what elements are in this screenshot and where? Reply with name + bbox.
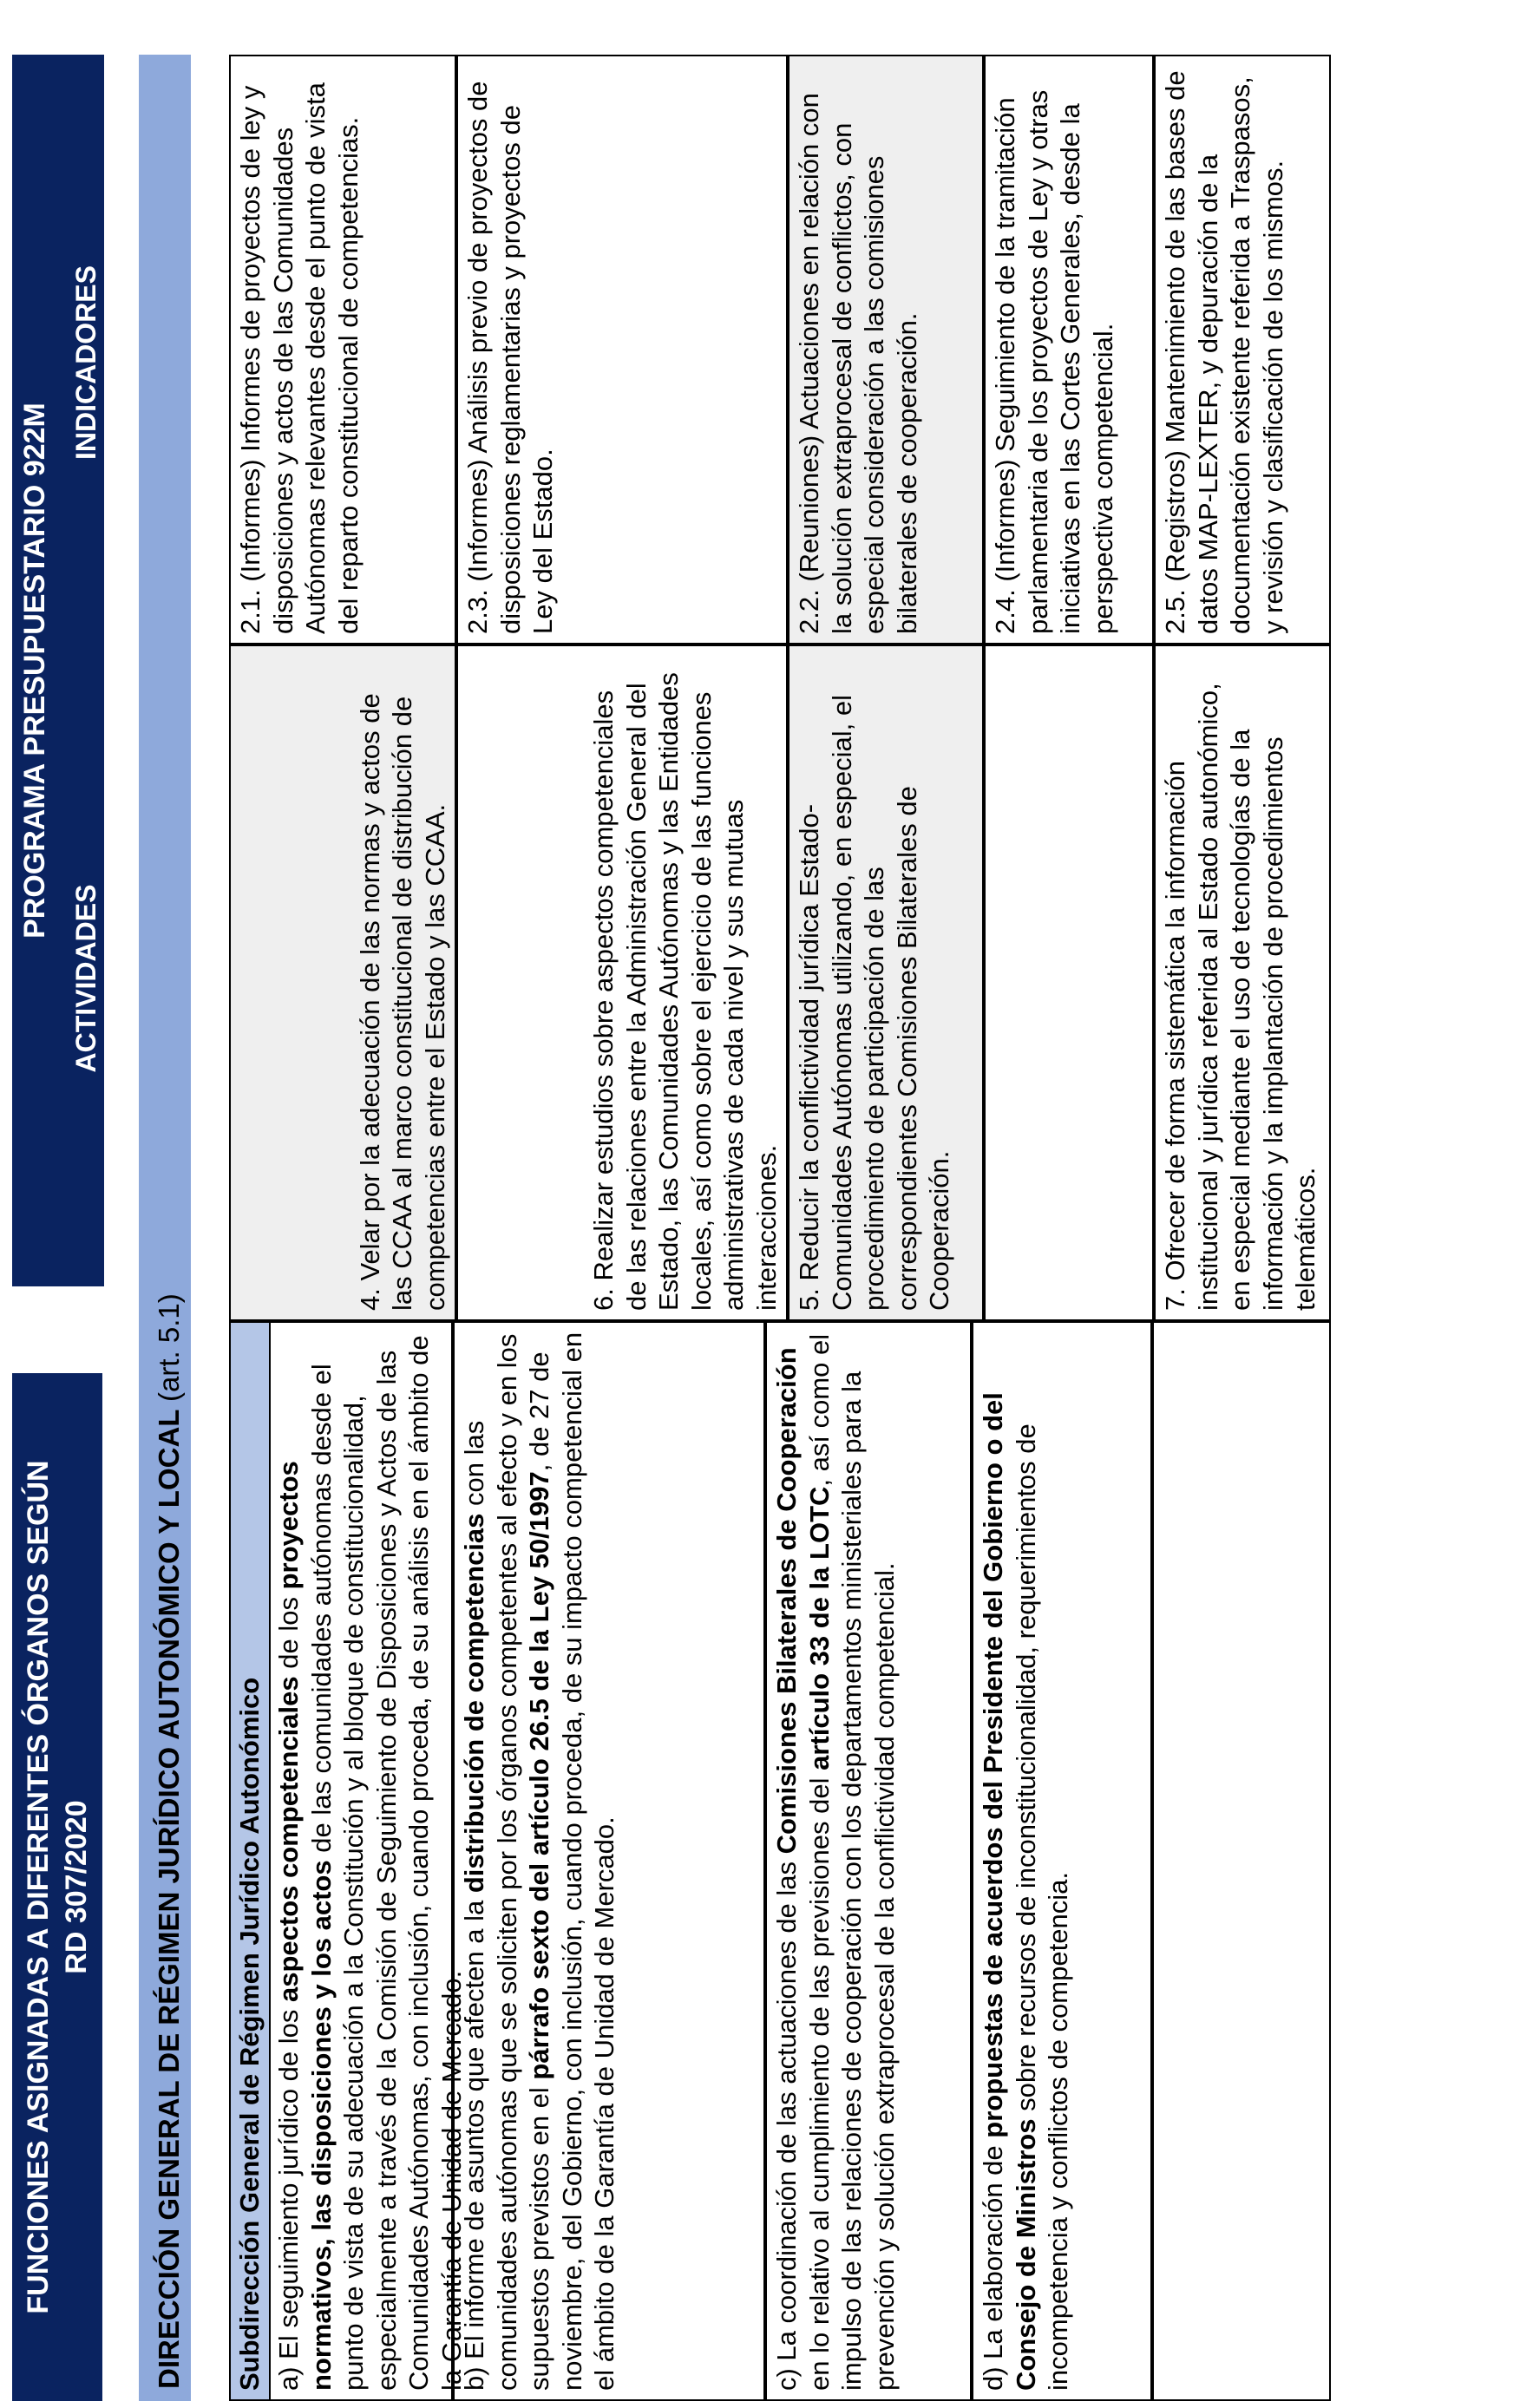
indicator-2-4-text: 2.4. (Informes) Seguimiento de la tramitación parlamentaria de los proyectos de Ley y otras iniciativas en las Cortes Generales, desde la perspectiva competencial. (990, 89, 1118, 634)
direction-name: DIRECCIÓN GENERAL DE RÉGIMEN JURÍDICO AUTONÓMICO Y LOCAL (153, 1410, 185, 2389)
indicator-2-2-cell (788, 55, 984, 645)
activities-header (68, 671, 104, 1286)
indicator-2-5-cell (1154, 55, 1331, 645)
function-a-cell (229, 1321, 467, 2401)
function-c-cell (765, 1321, 972, 2401)
function-empty-cell (1152, 1321, 1331, 2401)
indicators-header (68, 55, 104, 671)
indicator-2-4-cell (984, 55, 1154, 645)
program-title: PROGRAMA PRESUPUESTARIO 922M (18, 402, 51, 939)
indicator-2-1-text: 2.1. (Informes) Informes de proyectos de ley y disposiciones y actos de las Comunidades Autónomas relevantes desde el punto de vista del reparto constitucional de competencias. (235, 82, 364, 634)
function-b-text: b) El informe de asuntos que afecten a la distribución de competencias con las comunidades autónomas que se soliciten por los órganos competentes al efecto y en los supuestos previstos en el párrafo sexto del artículo 26.5 de la Ley 50/1997, de 27 de noviembre, del Gobierno, con inclusión, cuando proceda, de su impacto competencial en el ámbito de la Garantía de Unidad de Mercado. (459, 1332, 619, 2391)
functions-header (12, 1373, 102, 2401)
function-d-cell (972, 1321, 1152, 2401)
indicators-header-label: INDICADORES (70, 265, 102, 461)
activity-7-cell (1154, 645, 1331, 1321)
direction-title (152, 654, 190, 2389)
function-a-text: a) El seguimiento jurídico de los aspectos competenciales de los proyectos normativos, las disposiciones y los actos de las comunidades autónomas desde el punto de vista de su adecuación a la Constitución y al bloque de constitucionalidad, especialmente a través de la Comisión de Seguimiento de Disposiciones y Actos de las Comunidades Autónomas, con inclusión, cuando proceda, de su análisis en el ámbito de la Garantía de Unidad de Mercado. (273, 1335, 467, 2391)
subdirection-title: Subdirección General de Régimen Jurídico Autonómico (231, 1323, 271, 2399)
activities-header-label: ACTIVIDADES (70, 884, 102, 1073)
indicator-2-1-cell (229, 55, 456, 645)
indicator-2-3-cell (456, 55, 788, 645)
activity-empty-cell (984, 645, 1154, 1321)
functions-header-line1: FUNCIONES ASIGNADAS A DIFERENTES ÓRGANOS SEGÚN (22, 1460, 55, 2314)
activity-4-cell (229, 645, 456, 1321)
indicator-2-3-text: 2.3. (Informes) Análisis previo de proyectos de disposiciones reglamentarias y proyectos de Ley del Estado. (462, 81, 558, 634)
activity-6-cell (456, 645, 788, 1321)
function-b-cell (453, 1321, 765, 2401)
indicator-2-5-text: 2.5. (Registros) Mantenimiento de las bases de datos MAP-LEXTER, y depuración de la documentación existente referida a Traspasos, y revisión y clasificación de los mismos. (1160, 70, 1288, 634)
activity-4-text: 4. Velar por la adecuación de las normas y actos de las CCAA al marco constitucional de distribución de competencias entre el Estado y las CCAA. (354, 693, 450, 1311)
header-stripe (57, 55, 68, 1286)
function-c-text: c) La coordinación de las actuaciones de las Comisiones Bilaterales de Cooperación en lo relativo al cumplimiento de las previsiones del artículo 33 de la LOTC, así como el impulso de las relaciones de cooperación con los departamentos ministeriales para la prevención y solución extraprocesal de la conflictividad competencial. (771, 1333, 900, 2391)
function-d-text: d) La elaboración de propuestas de acuerdos del Presidente del Gobierno o del Consejo de Ministros sobre recursos de inconstitucionalidad, requerimientos de incompetencia y conflictos de competencia. (978, 1392, 1073, 2391)
activity-6-text: 6. Realizar estudios sobre aspectos competenciales de las relaciones entre la Administración General del Estado, las Comunidades Autónomas y las Entidades locales, así como sobre el ejercicio de las funciones administrativas de cada nivel y sus mutuas interacciones. (588, 672, 782, 1311)
activity-5-cell (788, 645, 984, 1321)
indicator-2-2-text: 2.2. (Reuniones) Actuaciones en relación con la solución extraprocesal de conflictos, con especial consideración a las comisiones bilaterales de cooperación. (794, 93, 922, 634)
activity-5-text: 5. Reducir la conflictividad jurídica Estado-Comunidades Autónomas utilizando, en especial, el procedimiento de participación de las correspondientes Comisiones Bilaterales de Cooperación. (794, 694, 954, 1311)
program-header (12, 55, 57, 1286)
activity-7-text: 7. Ofrecer de forma sistemática la información institucional y jurídica referida al Estado autonómico, en especial mediante el uso de tecnologías de la información y la implantación de procedimientos telemáticos. (1160, 683, 1320, 1311)
functions-header-line2: RD 307/2020 (60, 1800, 93, 1974)
direction-article: (art. 5.1) (153, 1293, 185, 1402)
